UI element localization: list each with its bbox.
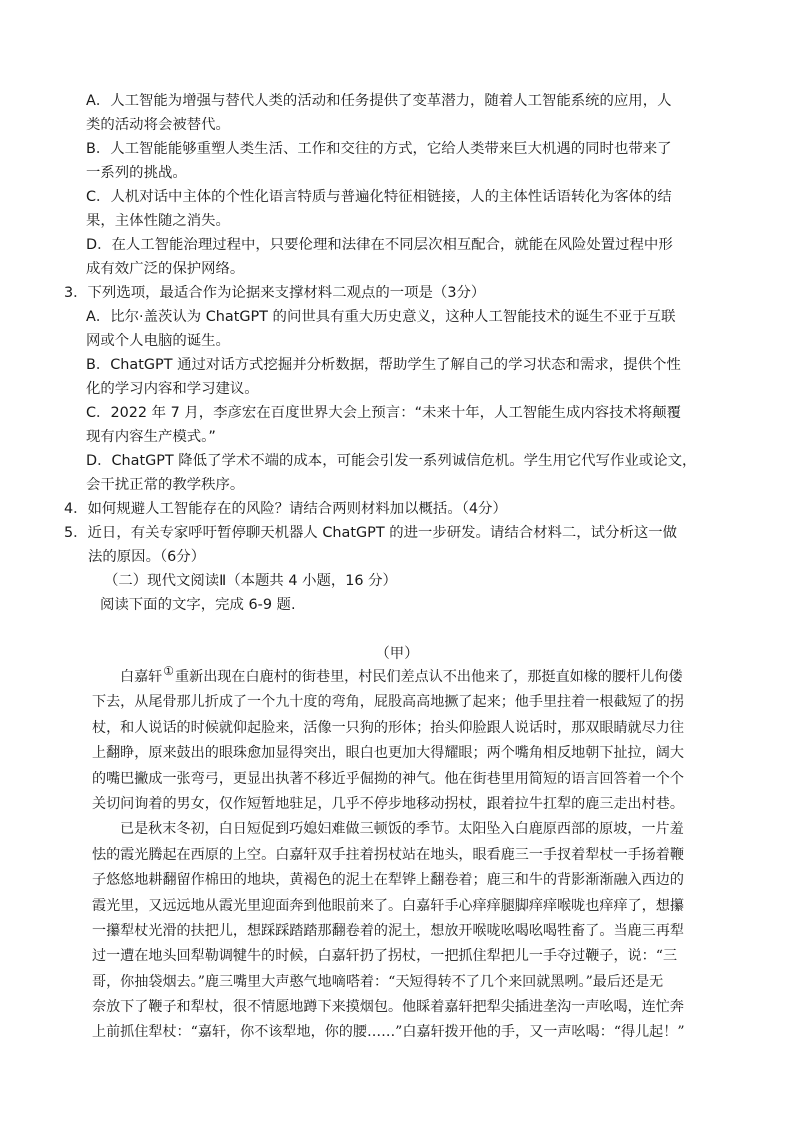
passage-p1-line6: 关切问询着的男女，仅作短暂地驻足，几乎不停步地移动拐杖，跟着拉牛扛犁的鹿三走出村巷。 bbox=[92, 795, 684, 812]
passage-p1-line4: 上翻睁，原来鼓出的眼珠愈加显得突出，眼白也更加大得耀眼；两个嘴角相反地朝下扯拉，阔大 bbox=[92, 745, 684, 762]
q3-option-d-line1: D．ChatGPT 降低了学术不端的成本，可能会引发一系列诚信危机。学生用它代写作业或论文， bbox=[86, 453, 697, 469]
q3-stem: 3．下列选项，最适合作为论据来支撑材料二观点的一项是（3分） bbox=[64, 285, 486, 301]
passage-body bbox=[92, 665, 722, 1046]
q4-stem: 4．如何规避人工智能存在的风险？请结合两则材料加以概括。（4分） bbox=[64, 501, 507, 517]
q5-stem bbox=[64, 521, 677, 569]
q3-option-b-line1: B．ChatGPT 通过对话方式挖掘并分析数据，帮助学生了解自己的学习状态和需求，提供个性 bbox=[86, 357, 681, 373]
q2-option-d-line2: 成有效广泛的保护网络。 bbox=[86, 261, 245, 277]
q3-options bbox=[86, 305, 696, 497]
section-heading: （二）现代文阅读Ⅱ（本题共 4 小题，16 分） bbox=[104, 573, 397, 589]
q2-option-c-line2: 果，主体性随之消失。 bbox=[86, 213, 230, 229]
q3-option-a-line2: 网或个人电脑的诞生。 bbox=[86, 333, 230, 349]
q3-option-c-line2: 现有内容生产模式。” bbox=[86, 429, 216, 445]
passage-p2-line3: 子悠悠地耕翻留作棉田的地块，黄褐色的泥土在犁铧上翻卷着；鹿三和牛的背影渐渐融入西边的 bbox=[92, 872, 684, 889]
q2-option-d-line1: D．在人工智能治理过程中，只要伦理和法律在不同层次相互配合，就能在风险处置过程中形 bbox=[86, 237, 673, 253]
q5-line2: 法的原因。（6分） bbox=[88, 549, 206, 565]
passage-p2-line5: 一攥犁杖光滑的扶把儿，想踩踩踏踏那翻卷着的泥土，想放开喉咙吆喝吆喝牲畜了。当鹿三再犁 bbox=[92, 922, 684, 939]
q3-option-d-line2: 会干扰正常的教学秩序。 bbox=[86, 477, 245, 493]
passage-p1-line5: 的嘴巴撇成一张弯弓，更显出执著不移近乎倔拗的神气。他在街巷里用简短的语言回答着一个个 bbox=[92, 770, 684, 787]
q2-option-b-line2: 一系列的挑战。 bbox=[86, 165, 187, 181]
passage-p2-line1: 已是秋末冬初，白日短促到巧媳妇难做三顿饭的季节。太阳坠入白鹿原西部的原坡，一片羞 bbox=[120, 821, 684, 838]
q2-option-a-line1: A．人工智能为增强与替代人类的活动和任务提供了变革潜力，随着人工智能系统的应用，人 bbox=[86, 93, 672, 109]
passage-p2-line9: 上前抓住犁杖：“嘉轩，你不该犁地，你的腰……”白嘉轩拨开他的手，又一声吆喝：“得儿起！” bbox=[92, 1024, 685, 1041]
q3-option-b-line2: 化的学习内容和学习建议。 bbox=[86, 381, 259, 397]
passage-title: （甲） bbox=[375, 646, 419, 662]
section-instruction: 阅读下面的文字，完成 6-9 题. bbox=[100, 597, 296, 613]
q3-option-c-line1: C．2022 年 7 月，李彦宏在百度世界大会上预言：“未来十年，人工智能生成内容技术将颠覆 bbox=[86, 405, 682, 421]
passage-p1-line3: 杖，和人说话的时候就仰起脸来，活像一只狗的形体；抬头仰脸跟人说话时，那双眼睛就尽力往 bbox=[92, 719, 684, 736]
passage-p2-line4: 霞光里，又远远地从霞光里迎面奔到他眼前来了。白嘉轩手心痒痒腿脚痒痒喉咙也痒痒了，想攥 bbox=[92, 897, 684, 914]
passage-p2-line8: 奈放下了鞭子和犁杖，很不情愿地蹲下来摸烟包。他睬着嘉轩把犁尖插进垄沟一声吆喝，连忙奔 bbox=[92, 999, 684, 1016]
q5-line1: 5．近日，有关专家呼吁暂停聊天机器人 ChatGPT 的进一步研发。请结合材料二，试分析这一做 bbox=[64, 525, 678, 541]
passage-p1-name: 白嘉轩 bbox=[120, 669, 163, 685]
passage-p1-line1-rest: 重新出现在白鹿村的街巷里，村民们差点认不出他来了，那挺直如椽的腰杆儿佝偻 bbox=[175, 669, 683, 685]
q2-option-a-line2: 类的活动将会被替代。 bbox=[86, 117, 230, 133]
passage-p2-line6: 过一遭在地头回犁勒调犍牛的时候，白嘉轩扔了拐杖，一把抓住犁把儿一手夺过鞭子，说：“三 bbox=[92, 948, 678, 965]
passage-p1-line2: 下去，从尾骨那儿折成了一个九十度的弯角，屁股高高地撅了起来；他手里拄着一根截短了的拐 bbox=[92, 694, 684, 711]
q2-option-b-line1: B．人工智能能够重塑人类生活、工作和交往的方式，它给人类带来巨大机遇的同时也带来了 bbox=[86, 141, 672, 157]
passage-p2-line7: 哥，你抽袋烟去。”鹿三嘴里大声憨气地嘀嗒着：“天短得转不了几个来回就黑咧。”最后还是无 bbox=[92, 973, 664, 990]
passage-p2-line2: 怯的霞光腾起在西原的上空。白嘉轩双手拄着拐杖站在地头，眼看鹿三一手扠着犁杖一手扬着鞭 bbox=[92, 846, 684, 863]
passage-p1-line1 bbox=[92, 665, 722, 690]
footnote-marker[interactable]: ① bbox=[163, 664, 175, 679]
q3-option-a-line1: A．比尔·盖茨认为 ChatGPT 的问世具有重大历史意义，这种人工智能技术的诞生不亚于互联 bbox=[86, 309, 676, 325]
q2-option-c-line1: C．人机对话中主体的个性化语言特质与普遍化特征相链接，人的主体性话语转化为客体的结 bbox=[86, 189, 672, 205]
q2-options bbox=[86, 89, 673, 281]
